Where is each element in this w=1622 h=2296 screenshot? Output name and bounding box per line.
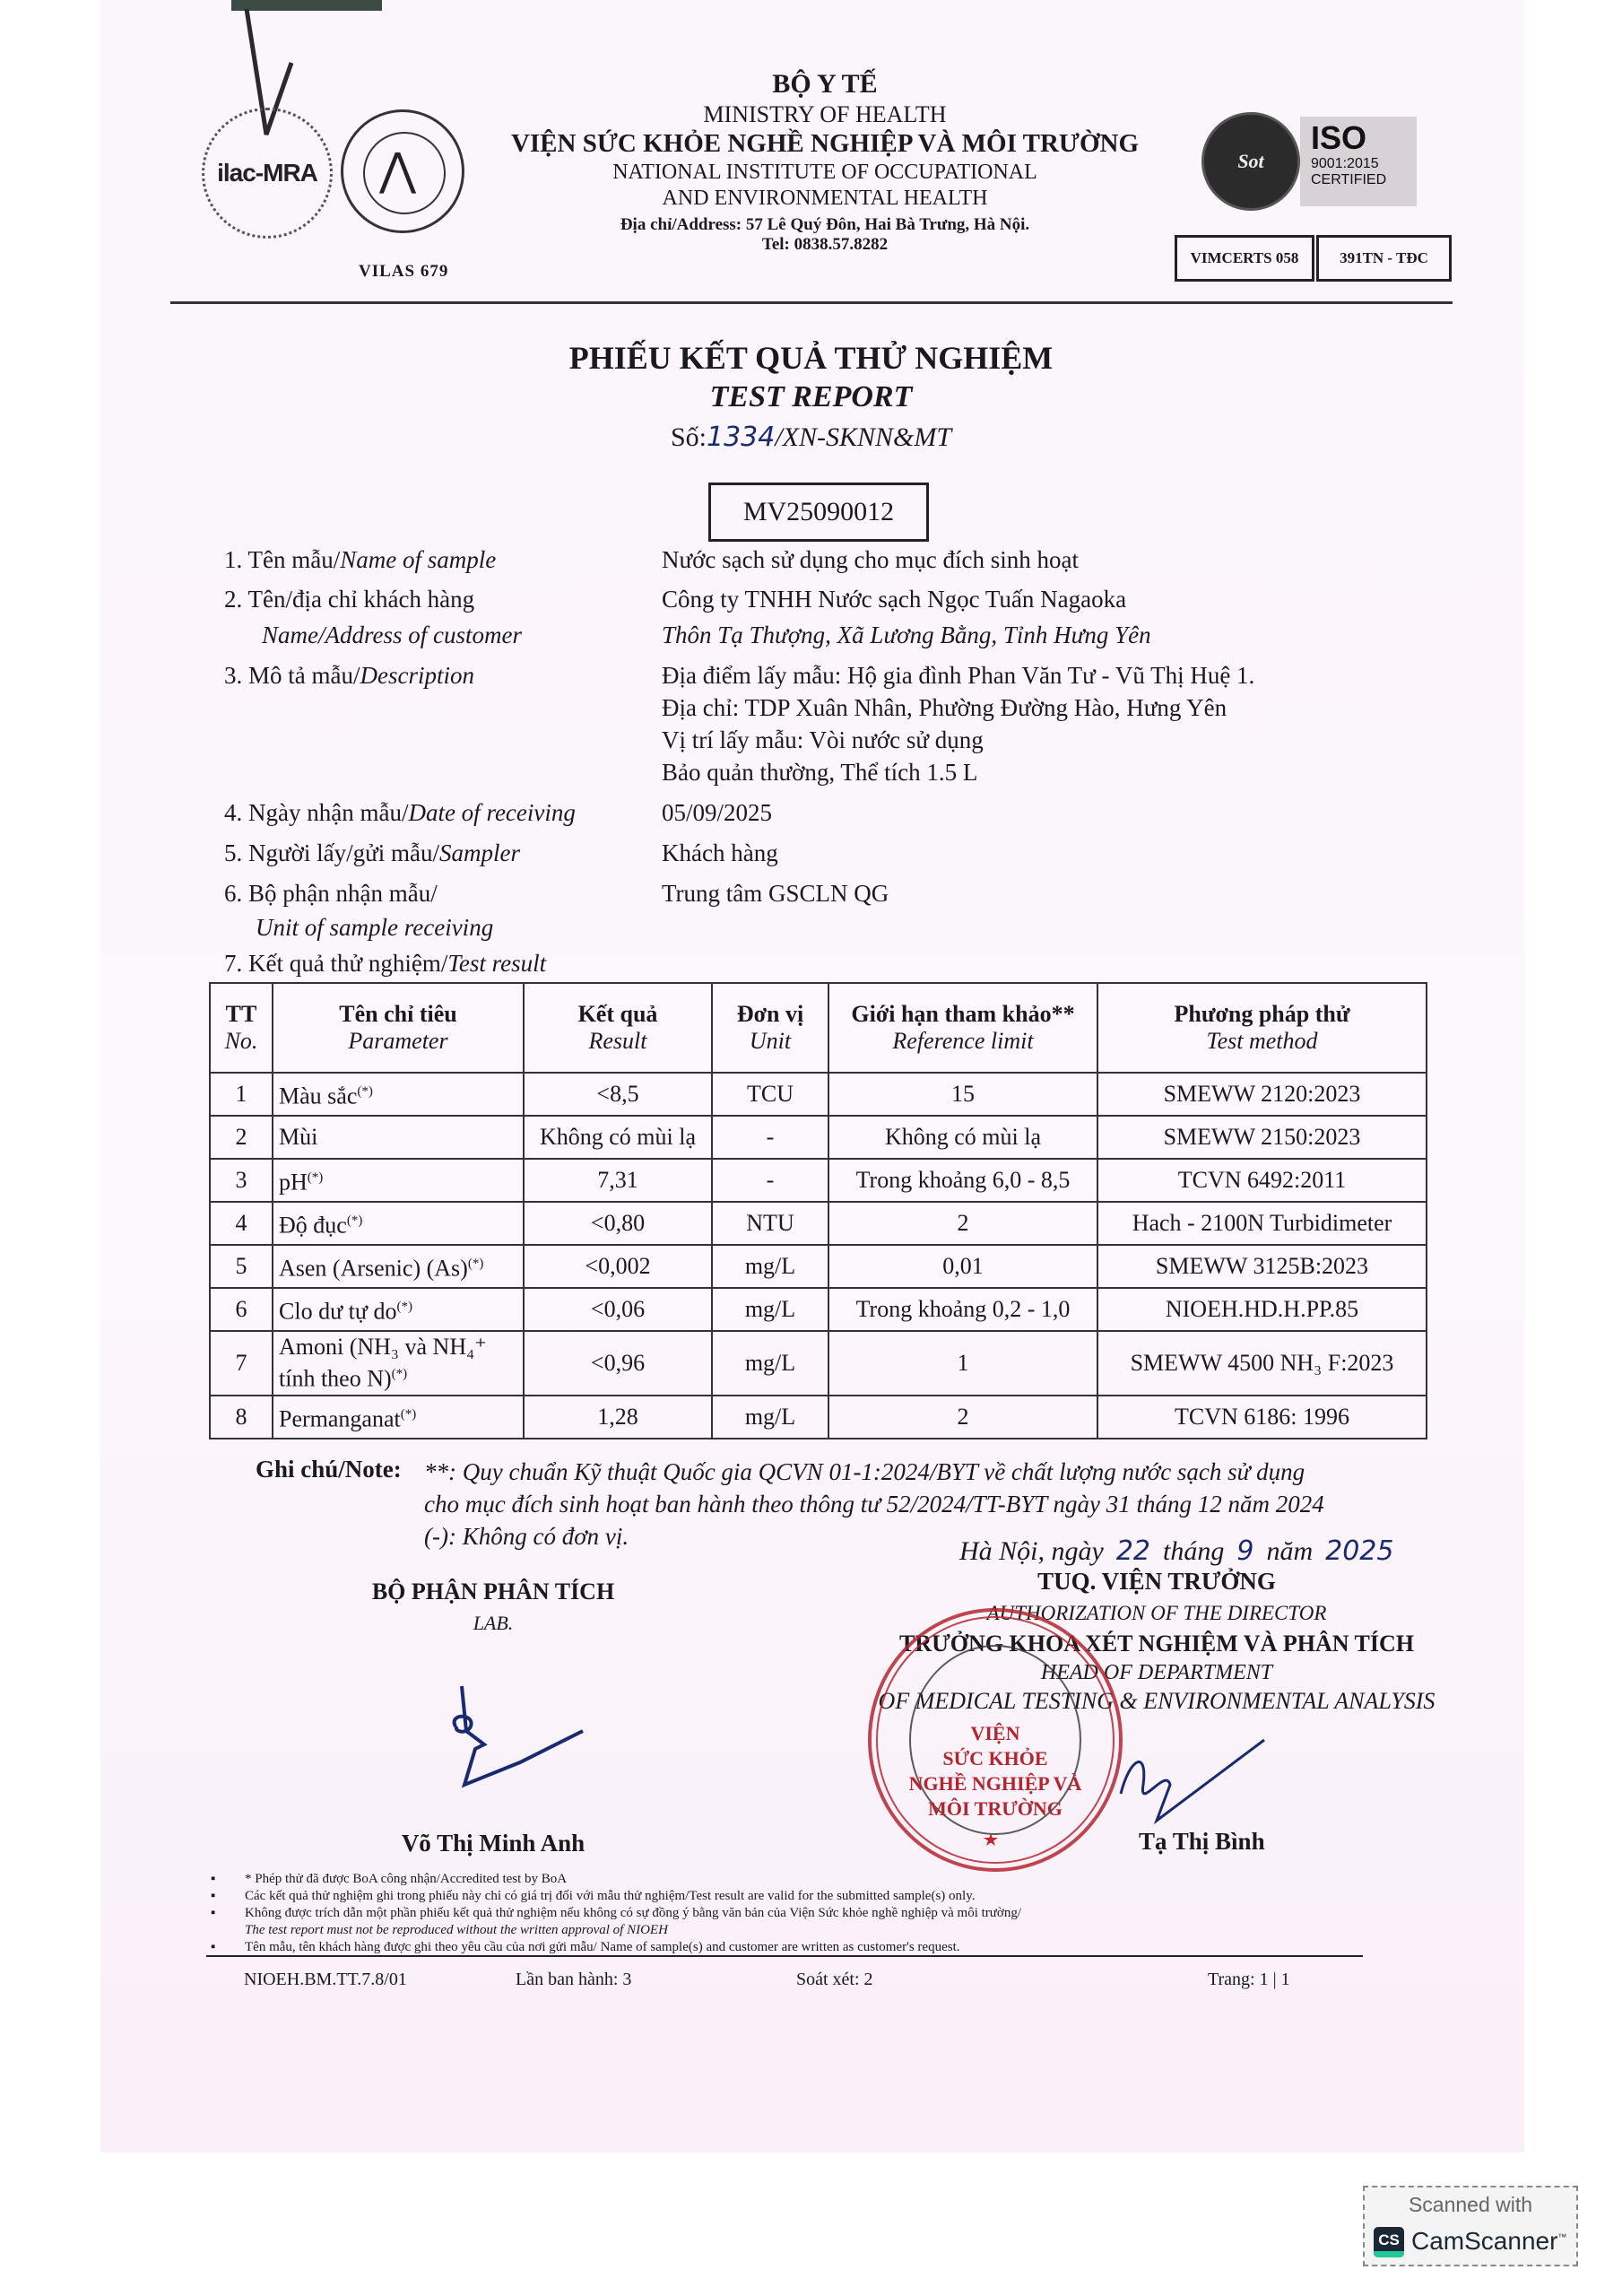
header-en: Reference limit	[892, 1028, 1034, 1054]
table-row	[210, 1396, 1427, 1439]
header-vi: Giới hạn tham khảo**	[851, 1001, 1075, 1027]
accredited-mark: (*)	[396, 1300, 412, 1315]
institution-header	[502, 68, 1148, 256]
info-label-6: 6. Bộ phận nhận mẫu/	[224, 880, 438, 907]
cell-text: TCU	[747, 1081, 794, 1107]
footnote-text: Các kết quả thử nghiệm ghi trong phiếu này chỉ có giá trị đối với mẫu thử nghiệm/Test result are valid for the submitted sample(s) only.	[245, 1889, 976, 1903]
date-month-label: tháng	[1163, 1536, 1225, 1566]
cell-text: mg/L	[744, 1296, 796, 1322]
table-row	[210, 1202, 1427, 1245]
cell-no	[210, 1331, 273, 1396]
cell-result	[524, 1245, 712, 1288]
cell-method	[1097, 1073, 1427, 1116]
cell-method	[1097, 1331, 1427, 1396]
lab-signature-icon	[421, 1677, 619, 1803]
date-month-handwritten: 9	[1236, 1535, 1254, 1567]
cell-param	[273, 1331, 524, 1396]
label-en: Date of receiving	[408, 799, 576, 826]
sample-code-box: MV25090012	[708, 483, 929, 542]
accredited-mark: (*)	[400, 1406, 417, 1422]
cell-no	[210, 1288, 273, 1331]
header-vi: TT	[225, 1001, 257, 1027]
cell-text: 7,31	[597, 1167, 638, 1193]
cell-text: SMEWW 2150:2023	[1163, 1124, 1361, 1150]
date-day-handwritten: 22	[1115, 1535, 1151, 1567]
cell-unit	[712, 1159, 828, 1202]
brand-name: CamScanner	[1411, 2227, 1558, 2255]
cell-result	[524, 1116, 712, 1159]
director-signer-name: Tạ Thị Bình	[1139, 1828, 1265, 1855]
info-label-2: 2. Tên/địa chỉ khách hàng	[224, 586, 475, 613]
report-number-handwritten: 1334	[706, 422, 776, 453]
label-vi: 7. Kết quả thử nghiệm/	[224, 950, 448, 977]
label-en: Name of sample	[340, 546, 497, 573]
institute-vi: VIỆN SỨC KHỎE NGHỀ NGHIỆP VÀ MÔI TRƯỜNG	[510, 129, 1140, 159]
watermark-brand	[1411, 2227, 1566, 2256]
cell-unit	[712, 1116, 828, 1159]
ilac-logo-text: ilac-MRA	[217, 159, 317, 187]
col-header-reference-limit	[828, 983, 1097, 1073]
table-row	[210, 1331, 1427, 1396]
bullet-icon: ▪	[211, 1906, 216, 1920]
cell-text: mg/L	[744, 1403, 796, 1430]
cell-result	[524, 1202, 712, 1245]
note-line-1: **: Quy chuẩn Kỹ thuật Quốc gia QCVN 01-1:2024/BYT về chất lượng nước sạch sử dụng	[424, 1458, 1305, 1485]
cell-text: 1	[235, 1081, 247, 1107]
page-number: Trang: 1 | 1	[1208, 1970, 1290, 1989]
cell-text: Màu sắc	[279, 1083, 358, 1109]
info-value-receiving-unit: Trung tâm GSCLN QG	[662, 880, 889, 907]
info-value-customer-address: Thôn Tạ Thượng, Xã Lương Bằng, Tỉnh Hưng Yên	[662, 622, 1151, 648]
institute-en-1: NATIONAL INSTITUTE OF OCCUPATIONAL	[612, 160, 1037, 184]
cell-text: 15	[951, 1081, 975, 1107]
seal-text: Sot	[1237, 150, 1264, 172]
footnote-text: * Phép thử đã được BoA công nhận/Accredited test by BoA	[245, 1872, 568, 1886]
report-number	[0, 422, 1622, 453]
footnote-text: Không được trích dẫn một phần phiếu kết quả thử nghiệm nếu không có sự đồng ý bằng văn bản của Viện Sức khỏe nghề nghiệp và môi trường/	[245, 1906, 1022, 1920]
director-signature-icon	[1112, 1731, 1273, 1830]
info-label-6-en: Unit of sample receiving	[256, 914, 494, 941]
institute-tel: Tel: 0838.57.8282	[761, 235, 889, 255]
stamp-line-3: NGHỀ NGHIỆP VÀ	[908, 1772, 1082, 1795]
table-row	[210, 1159, 1427, 1202]
cell-text: 3	[235, 1167, 247, 1193]
cell-text: 1,28	[597, 1403, 638, 1430]
label-vi: 4. Ngày nhận mẫu/	[224, 799, 409, 826]
header-vi: Phương pháp thử	[1174, 1001, 1350, 1027]
info-label-2-en: Name/Address of customer	[262, 622, 522, 648]
cell-text: Clo dư tự do	[279, 1298, 397, 1325]
lab-subtitle: LAB.	[473, 1612, 514, 1634]
cell-text: 5	[235, 1253, 247, 1279]
date-prefix: Hà Nội, ngày	[959, 1536, 1104, 1566]
cell-text: 1	[957, 1349, 969, 1376]
cell-text: SMEWW 2120:2023	[1163, 1081, 1361, 1107]
table-row	[210, 1116, 1427, 1159]
label-vi: 5. Người lấy/gửi mẫu/	[224, 839, 440, 866]
header-en: Result	[588, 1028, 647, 1054]
cell-text: 0,01	[942, 1253, 984, 1279]
form-code: NIOEH.BM.TT.7.8/01	[244, 1970, 407, 1989]
cell-text: 2	[235, 1124, 247, 1150]
cell-result	[524, 1073, 712, 1116]
vimcerts-box: VIMCERTS 058	[1175, 235, 1314, 282]
cell-limit	[828, 1396, 1097, 1439]
ministry-vi: BỘ Y TẾ	[772, 69, 878, 99]
cell-param	[273, 1116, 524, 1159]
accredited-mark: (*)	[391, 1367, 408, 1381]
cell-param	[273, 1202, 524, 1245]
vilas-label: VILAS 679	[359, 262, 449, 281]
test-results-table	[209, 982, 1427, 1439]
label-en: Sampler	[439, 839, 521, 866]
review-number: Soát xét: 2	[796, 1970, 873, 1989]
stamp-line-1: VIỆN	[970, 1722, 1020, 1744]
cell-unit	[712, 1245, 828, 1288]
cell-result	[524, 1288, 712, 1331]
head-of-department-vi: TRƯỞNG KHOA XÉT NGHIỆM VÀ PHÂN TÍCH	[899, 1631, 1414, 1657]
header-divider	[170, 301, 1453, 304]
cell-unit	[712, 1396, 828, 1439]
cell-text: <0,06	[590, 1296, 646, 1322]
info-value-sample-name: Nước sạch sử dụng cho mục đích sinh hoạt	[662, 546, 1079, 573]
header-en: Parameter	[348, 1028, 448, 1054]
table-header-row	[210, 983, 1427, 1073]
issue-number: Lần ban hành: 3	[516, 1970, 632, 1989]
cell-text: <0,80	[590, 1210, 646, 1236]
cell-limit	[828, 1073, 1097, 1116]
cell-text: Permanganat	[279, 1405, 401, 1432]
note-line-3: (-): Không có đơn vị.	[424, 1523, 629, 1550]
iso-standard: 9001:2015	[1311, 156, 1379, 171]
info-value-description-3: Vị trí lấy mẫu: Vòi nước sử dụng	[662, 726, 984, 753]
report-title-en: TEST REPORT	[709, 380, 913, 413]
cell-limit	[828, 1116, 1097, 1159]
info-label-3	[224, 659, 474, 691]
institute-address: Địa chỉ/Address: 57 Lê Quý Đôn, Hai Bà Trưng, Hà Nội.	[620, 214, 1030, 234]
logo-text: CS	[1378, 2231, 1400, 2248]
footnote-text: Tên mẫu, tên khách hàng được ghi theo yêu cầu của nơi gửi mẫu/ Name of sample(s) and customer are written as customer's request.	[245, 1940, 960, 1954]
info-value-customer-name: Công ty TNHH Nước sạch Ngọc Tuấn Nagaoka	[662, 586, 1127, 613]
cell-text: Trong khoảng 0,2 - 1,0	[855, 1296, 1071, 1322]
cell-text: TCVN 6492:2011	[1177, 1167, 1347, 1193]
cell-text: 2	[957, 1403, 969, 1430]
cell-text: Trong khoảng 6,0 - 8,5	[855, 1167, 1071, 1193]
cell-text: 4	[235, 1210, 247, 1236]
iso-title: ISO	[1311, 119, 1367, 156]
date-line	[959, 1535, 1406, 1567]
info-value-sampler: Khách hàng	[662, 839, 778, 866]
header-vi: Tên chỉ tiêu	[339, 1001, 457, 1027]
label-en: Test result	[447, 950, 547, 977]
info-value-description-4: Bảo quản thường, Thể tích 1.5 L	[662, 759, 978, 786]
bullet-icon: ▪	[211, 1889, 216, 1903]
cell-method	[1097, 1116, 1427, 1159]
cell-no	[210, 1116, 273, 1159]
cell-no	[210, 1396, 273, 1439]
department-name-en: OF MEDICAL TESTING & ENVIRONMENTAL ANALYSIS	[878, 1688, 1436, 1714]
cell-unit	[712, 1331, 828, 1396]
col-header-parameter	[273, 983, 524, 1073]
cell-text: Độ đục	[279, 1212, 347, 1239]
footnote-text: The test report must not be reproduced without the written approval of NIOEH	[245, 1923, 668, 1937]
cell-limit	[828, 1331, 1097, 1396]
director-auth-title: TUQ. VIỆN TRƯỞNG	[1037, 1568, 1276, 1595]
report-number-prefix: Số:	[670, 422, 707, 452]
accredited-mark: (*)	[346, 1213, 363, 1229]
info-value-description-2: Địa chỉ: TDP Xuân Nhân, Phường Đường Hào, Hưng Yên	[662, 694, 1227, 721]
header-vi: Kết quả	[577, 1001, 658, 1027]
cell-text: <0,002	[585, 1253, 651, 1279]
cell-result	[524, 1331, 712, 1396]
cell-param	[273, 1245, 524, 1288]
report-title-vi: PHIẾU KẾT QUẢ THỬ NGHIỆM	[568, 340, 1054, 376]
cell-text: NTU	[746, 1210, 794, 1236]
ilac-mra-logo	[202, 108, 333, 239]
cell-text: 8	[235, 1403, 247, 1430]
lab-title: BỘ PHẬN PHÂN TÍCH	[371, 1578, 615, 1605]
tdc-box: 391TN - TĐC	[1316, 235, 1452, 282]
cell-text: SMEWW 3125B:2023	[1155, 1253, 1369, 1279]
camscanner-watermark	[1363, 2186, 1578, 2266]
cell-method	[1097, 1396, 1427, 1439]
stamp-line-4: MÔI TRƯỜNG	[928, 1797, 1063, 1820]
date-year-label: năm	[1266, 1536, 1314, 1566]
cell-unit	[712, 1288, 828, 1331]
accredited-mark: (*)	[357, 1084, 373, 1100]
cell-text: 7	[235, 1349, 247, 1376]
col-header-unit	[712, 983, 828, 1073]
cell-text: mg/L	[744, 1349, 796, 1376]
cell-param	[273, 1288, 524, 1331]
cell-no	[210, 1073, 273, 1116]
date-year-handwritten: 2025	[1325, 1535, 1394, 1567]
header-en: No.	[224, 1028, 258, 1054]
cell-limit	[828, 1159, 1097, 1202]
cell-text: Hach - 2100N Turbidimeter	[1132, 1210, 1392, 1236]
cell-text: TCVN 6186: 1996	[1175, 1403, 1349, 1430]
footer-divider	[206, 1955, 1363, 1957]
cell-result	[524, 1396, 712, 1439]
label-vi: 3. Mô tả mẫu/	[224, 662, 360, 689]
cell-text: -	[766, 1167, 775, 1193]
cell-text: Không có mùi lạ	[884, 1124, 1042, 1150]
cell-text: Mùi	[279, 1124, 318, 1150]
header-vi: Đơn vị	[736, 1001, 804, 1027]
header-en: Unit	[749, 1028, 792, 1054]
cell-param	[273, 1396, 524, 1439]
cell-text: Amoni (NH₃ và NH₄⁺ tính theo N)	[279, 1334, 487, 1392]
header-en: Test method	[1206, 1028, 1318, 1054]
cell-text: 2	[957, 1210, 969, 1236]
cell-text: <0,96	[590, 1349, 646, 1376]
info-label-5	[224, 837, 520, 869]
cell-unit	[712, 1202, 828, 1245]
info-label-7	[224, 947, 546, 979]
cell-text: 6	[235, 1296, 247, 1322]
label-vi: 1. Tên mẫu/	[224, 546, 341, 573]
cell-text: Asen (Arsenic) (As)	[279, 1255, 468, 1282]
iso-certified-badge	[1300, 117, 1417, 206]
cell-method	[1097, 1159, 1427, 1202]
cell-method	[1097, 1202, 1427, 1245]
red-official-stamp	[861, 1605, 1130, 1874]
table-row	[210, 1073, 1427, 1116]
cell-text: mg/L	[744, 1253, 796, 1279]
ministry-en: MINISTRY OF HEALTH	[703, 101, 947, 127]
cell-no	[210, 1202, 273, 1245]
lab-signer-name: Võ Thị Minh Anh	[401, 1830, 585, 1857]
head-of-department-en: HEAD OF DEPARTMENT	[1040, 1661, 1273, 1684]
iso-certified: CERTIFIED	[1311, 172, 1387, 187]
info-value-description-1: Địa điểm lấy mẫu: Hộ gia đình Phan Văn Tư - Vũ Thị Huệ 1.	[662, 662, 1255, 689]
cell-limit	[828, 1202, 1097, 1245]
cell-method	[1097, 1245, 1427, 1288]
label-en: Description	[360, 662, 474, 689]
cell-text: -	[766, 1124, 775, 1150]
cell-text: pH	[279, 1169, 308, 1196]
accredited-mark: (*)	[307, 1170, 324, 1186]
note-label: Ghi chú/Note:	[256, 1456, 402, 1483]
cell-limit	[828, 1245, 1097, 1288]
info-value-date-received: 05/09/2025	[662, 799, 773, 826]
col-header-no	[210, 983, 273, 1073]
cell-result	[524, 1159, 712, 1202]
cell-limit	[828, 1288, 1097, 1331]
cell-no	[210, 1245, 273, 1288]
note-line-2: cho mục đích sinh hoạt ban hành theo thông tư 52/2024/TT-BYT ngày 31 tháng 12 năm 2024	[424, 1491, 1324, 1518]
bullet-icon: ▪	[211, 1940, 216, 1954]
trademark: ™	[1557, 2232, 1567, 2243]
cell-unit	[712, 1073, 828, 1116]
stamp-line-2: SỨC KHỎE	[942, 1747, 1048, 1770]
cell-text: NIOEH.HD.H.PP.85	[1165, 1296, 1359, 1322]
cell-text: Không có mùi lạ	[539, 1124, 697, 1150]
cell-no	[210, 1159, 273, 1202]
bullet-icon: ▪	[211, 1872, 216, 1886]
info-label-1	[224, 544, 496, 576]
col-header-result	[524, 983, 712, 1073]
camscanner-logo-icon	[1374, 2227, 1404, 2257]
cell-text: SMEWW 4500 NH₃ F:2023	[1130, 1349, 1394, 1376]
cell-text: <8,5	[596, 1081, 639, 1107]
institute-en-2: AND ENVIRONMENTAL HEALTH	[662, 186, 988, 210]
watermark-caption: Scanned with	[1408, 2193, 1533, 2216]
report-number-suffix: /XN-SKNN&MT	[775, 422, 952, 452]
cell-method	[1097, 1288, 1427, 1331]
cell-param	[273, 1159, 524, 1202]
info-label-4	[224, 796, 576, 829]
table-row	[210, 1245, 1427, 1288]
accredited-mark: (*)	[467, 1257, 484, 1272]
cell-param	[273, 1073, 524, 1116]
table-row	[210, 1288, 1427, 1331]
boa-accreditation-logo	[341, 109, 464, 233]
boa-triangle-icon: ⋀	[379, 144, 417, 196]
col-header-test-method	[1097, 983, 1427, 1073]
certification-seal-icon	[1201, 112, 1300, 211]
director-auth-title-en: AUTHORIZATION OF THE DIRECTOR	[986, 1602, 1327, 1624]
